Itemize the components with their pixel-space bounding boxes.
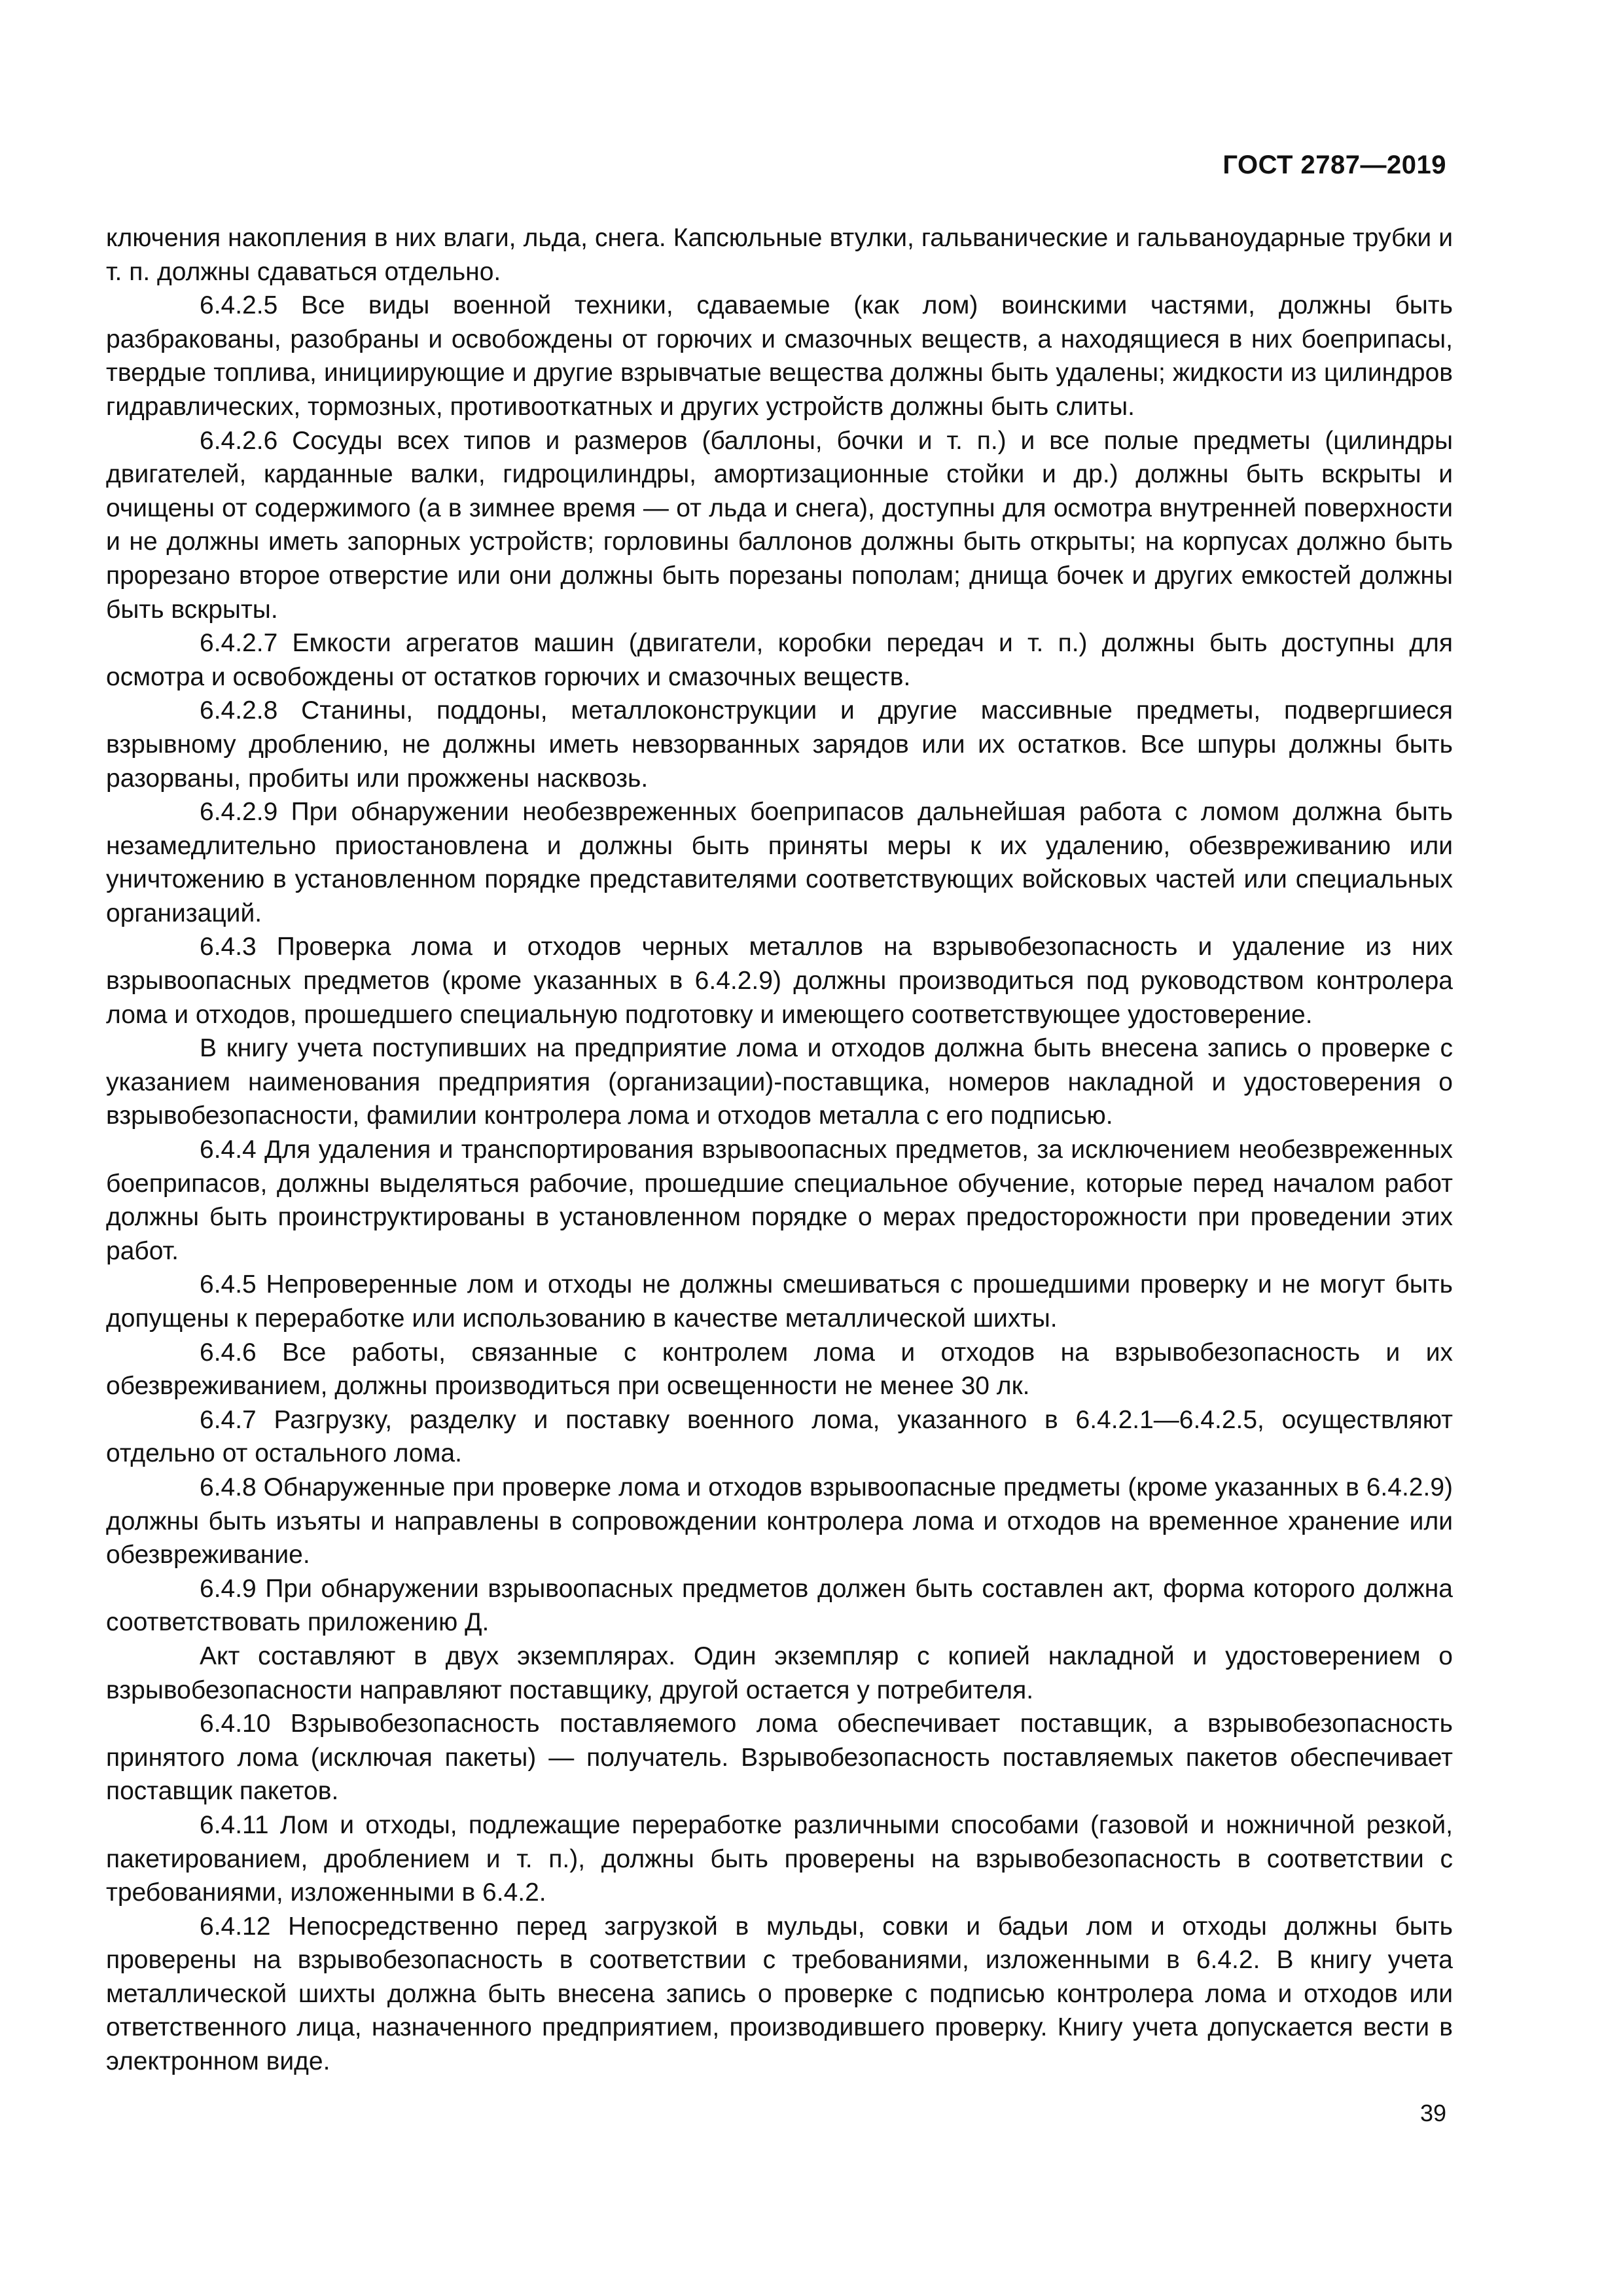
paragraph-6-4-2-7: 6.4.2.7 Емкости агрегатов машин (двигатели, коробки передач и т. п.) должны быть доступны для осмотра и освобождены от остатков горючих и смазочных веществ. — [106, 629, 1453, 691]
paragraph-6-4-4: 6.4.4 Для удаления и транспортирования взрывоопасных предметов, за исключением необезвреженных боеприпасов, должны выделяться рабочие, прошедшие специальное обучение, которые перед началом работ должны быть проинструктированы в установленном порядке о мерах предосторожности при проведении этих работ. — [106, 1136, 1453, 1265]
paragraph-6-4-5: 6.4.5 Непроверенные лом и отходы не должны смешиваться с прошедшими проверку и не могут быть допущены к переработке или использованию в качестве металлической шихты. — [106, 1270, 1453, 1333]
page-number: 39 — [1419, 2100, 1446, 2126]
document-code-header: ГОСТ 2787—2019 — [1222, 151, 1446, 179]
document-body — [106, 221, 1453, 2079]
paragraph-6-4-7: 6.4.7 Разгрузку, разделку и поставку военного лома, указанного в 6.4.2.1—6.4.2.5, осуществляют отдельно от остального лома. — [106, 1405, 1453, 1468]
paragraph-6-4-2-6: 6.4.2.6 Сосуды всех типов и размеров (баллоны, бочки и т. п.) и все полые предметы (цилиндры двигателей, карданные валки, гидроцилиндры, амортизационные стойки и др.) должны быть вскрыты и очищены от содержимого (а в зимнее время — от льда и снега), доступны для осмотра внутренней поверхности и не должны иметь запорных устройств; горловины баллонов должны быть открыты; на корпусах должно быть прорезано второе отверстие или они должны быть порезаны пополам; днища бочек и других емкостей должны быть вскрыты. — [106, 426, 1453, 624]
paragraph-6-4-8: 6.4.8 Обнаруженные при проверке лома и отходов взрывоопасные предметы (кроме указанных в 6.4.2.9) должны быть изъяты и направлены в сопровождении контролера лома и отходов на временное хранение или обезвреживание. — [106, 1473, 1453, 1570]
paragraph-6-4-2-8: 6.4.2.8 Станины, поддоны, металлоконструкции и другие массивные предметы, подвергшиеся взрывному дроблению, не должны иметь невзорванных зарядов или их остатков. Все шпуры должны быть разорваны, пробиты или прожжены насквозь. — [106, 696, 1453, 793]
paragraph-6-4-12: 6.4.12 Непосредственно перед загрузкой в мульды, совки и бадьи лом и отходы должны быть проверены на взрывобезопасность в соответствии с требованиями, изложенными в 6.4.2. В книгу учета металлической шихты должна быть внесена запись о проверке с подписью контролера лома и отходов или ответственного лица, назначенного предприятием, производившего проверку. Книгу учета допускается вести в электронном виде. — [106, 1912, 1453, 2076]
paragraph-6-4-6: 6.4.6 Все работы, связанные с контролем лома и отходов на взрывобезопасность и их обезвреживанием, должны производиться при освещенности не менее 30 лк. — [106, 1338, 1453, 1401]
paragraph-6-4-10: 6.4.10 Взрывобезопасность поставляемого лома обеспечивает поставщик, а взрывобезопасность принятого лома (исключая пакеты) — получатель. Взрывобезопасность поставляемых пакетов обеспечивает поставщик пакетов. — [106, 1710, 1453, 1806]
paragraph-6-4-9-act: Акт составляют в двух экземплярах. Один экземпляр с копией накладной и удостоверением о взрывобезопасности направляют поставщику, другой остается у потребителя. — [106, 1641, 1453, 1704]
paragraph-6-4-9: 6.4.9 При обнаружении взрывоопасных предметов должен быть составлен акт, форма которого должна соответствовать приложению Д. — [106, 1574, 1453, 1637]
paragraph-continuation: ключения накопления в них влаги, льда, снега. Капсюльные втулки, гальванические и гальваноударные трубки и т. п. должны сдаваться отдельно. — [106, 224, 1453, 286]
paragraph-6-4-3-logbook: В книгу учета поступивших на предприятие лома и отходов должна быть внесена запись о проверке с указанием наименования предприятия (организации)-поставщика, номеров накладной и удостоверения о взрывобезопасности, фамилии контролера лома и отходов металла с его подписью. — [106, 1034, 1453, 1130]
paragraph-6-4-3: 6.4.3 Проверка лома и отходов черных металлов на взрывобезопасность и удаление из них взрывоопасных предметов (кроме указанных в 6.4.2.9) должны производиться под руководством контролера лома и отходов, прошедшего специальную подготовку и имеющего соответствующее удостоверение. — [106, 933, 1453, 1029]
paragraph-6-4-2-9: 6.4.2.9 При обнаружении необезвреженных боеприпасов дальнейшая работа с ломом должна быть незамедлительно приостановлена и должны быть приняты меры к их удалению, обезвреживанию или уничтожению в установленном порядке представителями соответствующих войсковых частей или специальных организаций. — [106, 798, 1453, 927]
paragraph-6-4-2-5: 6.4.2.5 Все виды военной техники, сдаваемые (как лом) воинскими частями, должны быть разбракованы, разобраны и освобождены от горючих и смазочных веществ, а находящиеся в них боеприпасы, твердые топлива, инициирующие и другие взрывчатые вещества должны быть удалены; жидкости из цилиндров гидравлических, тормозных, противооткатных и других устройств должны быть слиты. — [106, 291, 1453, 421]
paragraph-6-4-11: 6.4.11 Лом и отходы, подлежащие переработке различными способами (газовой и ножничной резкой, пакетированием, дроблением и т. п.), должны быть проверены на взрывобезопасность в соответствии с требованиями, изложенными в 6.4.2. — [106, 1810, 1453, 1907]
